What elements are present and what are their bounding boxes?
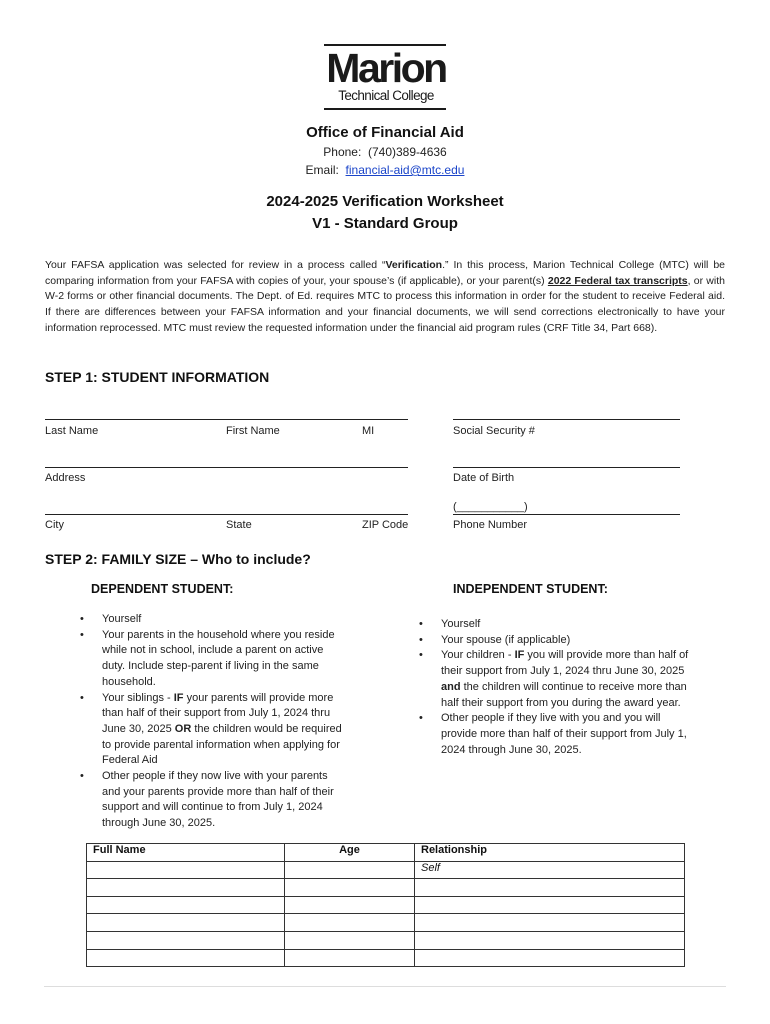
age-cell[interactable] xyxy=(285,949,415,967)
name-cell[interactable] xyxy=(87,931,285,949)
table-row xyxy=(87,896,685,914)
phone-label-field: Phone Number xyxy=(453,519,527,531)
email-label: Email: xyxy=(305,163,339,177)
relationship-cell: Self xyxy=(415,861,685,879)
col-full-name: Full Name xyxy=(87,844,285,862)
age-cell[interactable] xyxy=(285,861,415,879)
name-cell[interactable] xyxy=(87,896,285,914)
mi-label: MI xyxy=(362,425,375,437)
bullet-icon: • xyxy=(80,613,84,625)
ssn-line[interactable] xyxy=(453,419,680,420)
independent-list xyxy=(419,617,689,758)
phone-line[interactable] xyxy=(453,514,680,515)
age-cell[interactable] xyxy=(285,931,415,949)
list-item: • Your siblings - IF your parents will provide more than half of their support from July 1, 2024 thru June 30, 2025 OR the children would be required to provide parental information when applying for Federal Aid xyxy=(80,691,342,767)
page-bottom-divider xyxy=(44,986,726,987)
logo-wordmark: Marion xyxy=(326,45,446,91)
state-label: State xyxy=(226,519,252,531)
dependent-heading: DEPENDENT STUDENT: xyxy=(91,582,234,596)
bullet-icon: • xyxy=(419,712,423,725)
intro-tax-transcripts: 2022 Federal tax transcripts xyxy=(547,274,688,287)
name-cell[interactable] xyxy=(87,949,285,967)
intro-text-3: , or with W-2 forms or other financial documents. The Dept. of Ed. requires MTC to process this information in order for the student to receive Federal aid. If there are differences between your FAFSA information and your financial documents, we will send corrections electronically to have your information reprocessed. MTC must review the requested information under the financial aid program rules (CRF Title 34, Part 668). xyxy=(45,274,725,334)
bullet-icon: • xyxy=(419,618,423,630)
office-phone: (740)389-4636 xyxy=(367,145,447,159)
office-phone-line xyxy=(0,145,770,159)
city-label: City xyxy=(45,519,64,531)
step1-heading: STEP 1: STUDENT INFORMATION xyxy=(45,369,270,385)
age-cell[interactable] xyxy=(285,879,415,897)
age-cell[interactable] xyxy=(285,896,415,914)
relationship-cell[interactable] xyxy=(415,949,685,967)
table-row xyxy=(87,914,685,932)
list-item: • Your children - IF you will provide more than half of their support from July 1, 2024 thru June 30, 2025 and the children will continue to receive more than half their support from you during the award year. xyxy=(419,649,689,709)
phone-label: Phone: xyxy=(323,145,362,159)
table-row xyxy=(87,949,685,967)
dob-line[interactable] xyxy=(453,467,680,468)
ssn-label: Social Security # xyxy=(453,425,535,437)
table-row xyxy=(87,931,685,949)
name-cell[interactable] xyxy=(87,914,285,932)
office-email-link[interactable]: financial-aid@mtc.edu xyxy=(345,163,465,177)
name-line[interactable] xyxy=(45,419,408,420)
dob-label: Date of Birth xyxy=(453,472,515,484)
col-age: Age xyxy=(285,844,415,862)
intro-text-1: Your FAFSA application was selected for review in a process called “ xyxy=(45,259,386,271)
table-row xyxy=(87,879,685,897)
name-cell[interactable] xyxy=(87,879,285,897)
intro-paragraph xyxy=(45,258,725,337)
independent-heading: INDEPENDENT STUDENT: xyxy=(453,582,608,596)
list-item: • Your spouse (if applicable) xyxy=(441,633,689,649)
address-line[interactable] xyxy=(45,467,408,468)
relationship-cell[interactable] xyxy=(415,914,685,932)
bullet-icon: • xyxy=(80,770,84,783)
bullet-icon: • xyxy=(419,649,423,662)
family-table xyxy=(86,843,685,967)
zip-label: ZIP Code xyxy=(362,519,409,531)
name-cell[interactable] xyxy=(87,861,285,879)
phone-area-code: (___________) xyxy=(453,501,528,513)
intro-bold-verification: Verification xyxy=(385,259,443,271)
table-row xyxy=(87,861,685,879)
office-email-line xyxy=(0,163,770,177)
last-name-label: Last Name xyxy=(45,425,99,437)
table-header-row xyxy=(87,844,685,862)
relationship-cell[interactable] xyxy=(415,879,685,897)
bullet-icon: • xyxy=(80,628,84,641)
relationship-cell[interactable] xyxy=(415,896,685,914)
age-cell[interactable] xyxy=(285,914,415,932)
list-item: • Yourself xyxy=(441,617,689,633)
list-item: • Yourself xyxy=(102,612,348,628)
city-state-zip-line[interactable] xyxy=(45,514,408,515)
relationship-cell[interactable] xyxy=(415,931,685,949)
intro-text-2: .” In this process, Marion Technical College (MTC) will be comparing information from your FAFSA with copies of your, your spouse’s (if applicable), or your parent(s) xyxy=(45,259,725,287)
address-label: Address xyxy=(45,472,86,484)
bullet-icon: • xyxy=(80,691,84,704)
logo-bottom-rule xyxy=(324,108,446,110)
logo-subtitle: Technical College xyxy=(338,88,434,103)
list-item: • Other people if they now live with your parents and your parents provide more than half of their support and will continue to from July 1, 2024 through June 30, 2025. xyxy=(80,770,334,830)
step2-heading: STEP 2: FAMILY SIZE – Who to include? xyxy=(45,551,311,567)
list-item: • Your parents in the household where you reside while not in school, include a parent on active duty. Include step-parent if living in the same household. xyxy=(80,628,335,688)
office-title: Office of Financial Aid xyxy=(306,124,464,141)
worksheet-title: 2024-2025 Verification Worksheet xyxy=(266,193,504,210)
bullet-icon: • xyxy=(419,633,423,646)
col-relationship: Relationship xyxy=(415,844,685,862)
list-item: • Other people if they live with you and you will provide more than half of their support from July 1, 2024 through June 30, 2025. xyxy=(419,712,687,756)
first-name-label: First Name xyxy=(226,425,280,437)
dependent-list xyxy=(80,612,348,832)
worksheet-subtitle: V1 - Standard Group xyxy=(312,215,458,232)
